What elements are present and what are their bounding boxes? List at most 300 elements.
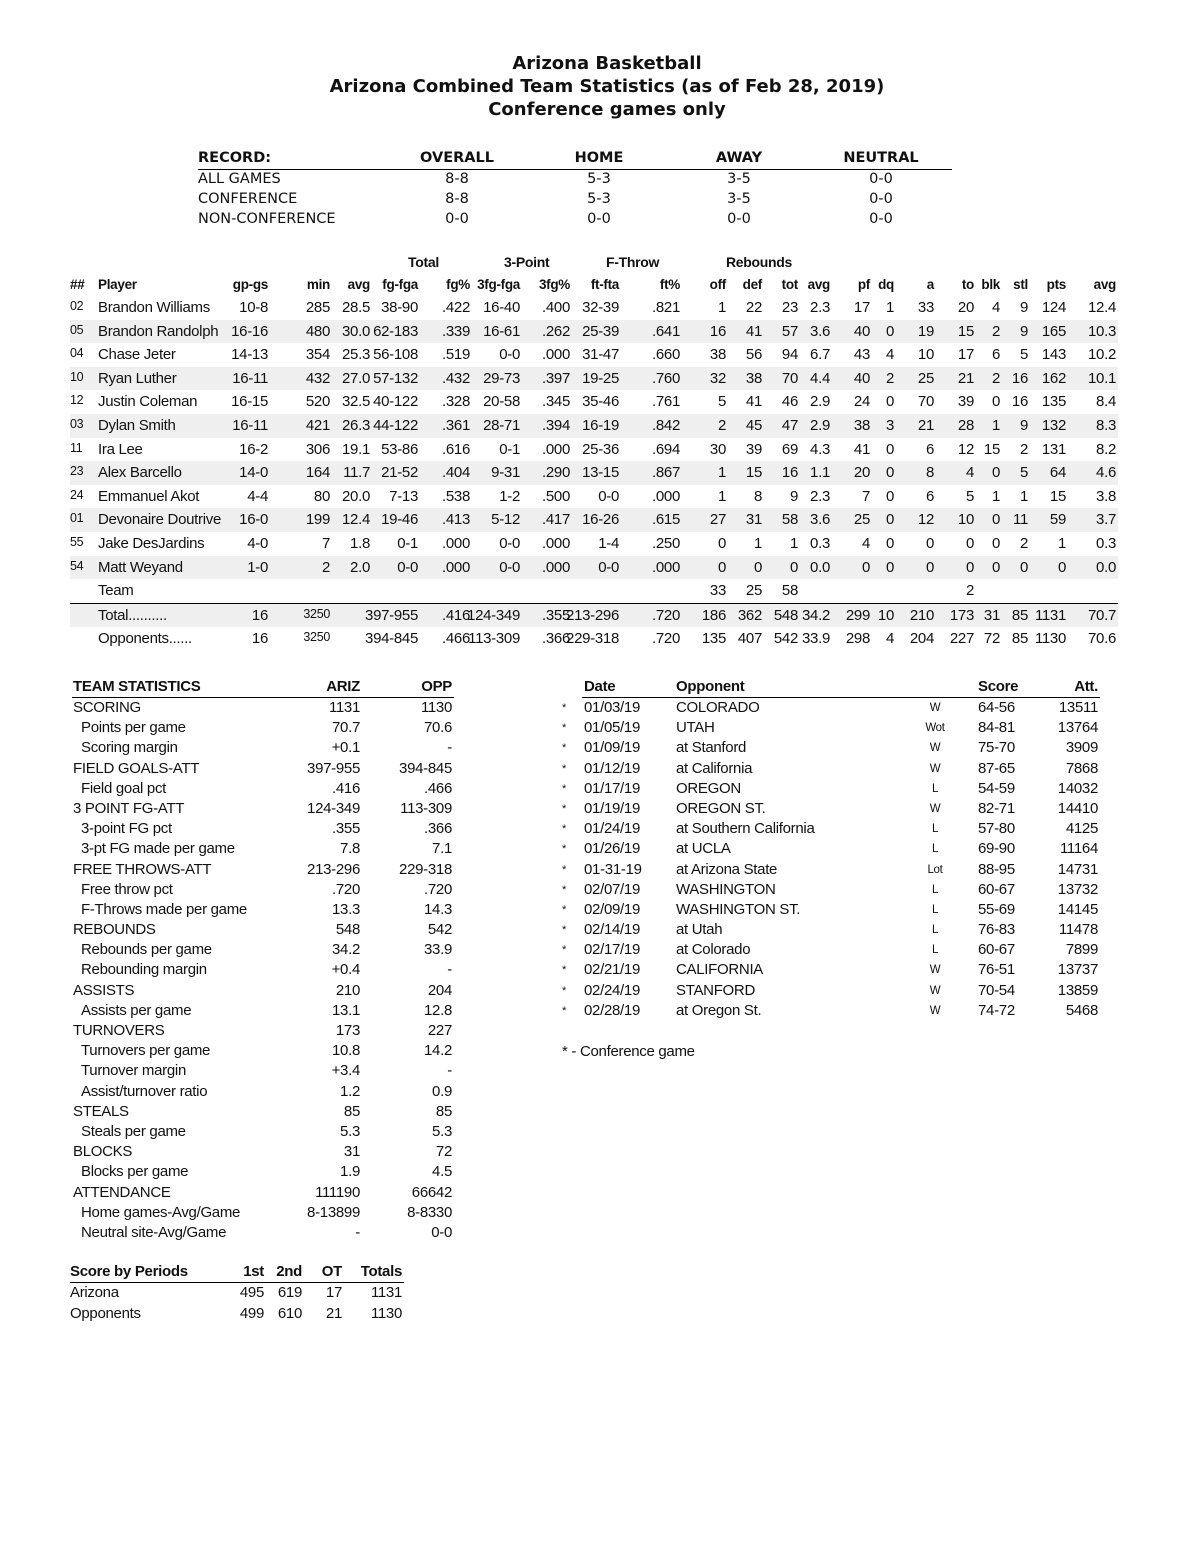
conference-marker: * (562, 802, 566, 815)
player-name: Ira Lee (98, 440, 143, 458)
player-row (70, 532, 1118, 556)
player-stat-cell: 480 (305, 322, 330, 340)
game-result: W (929, 742, 941, 755)
game-score: 64-56 (978, 699, 1015, 716)
player-stat-cell: 0 (925, 558, 934, 576)
player-column-header: a (926, 277, 934, 292)
game-opponent: OREGON (676, 779, 741, 797)
schedule-row (562, 940, 1100, 960)
player-stat-cell: .500 (542, 487, 570, 505)
player-row (70, 438, 1118, 462)
team-stat-ariz: 70.7 (332, 719, 360, 737)
player-stat-cell: .328 (442, 393, 470, 411)
team-stat-ariz: .416 (332, 779, 360, 797)
player-stat-cell: 47 (781, 416, 798, 434)
player-stat-cell: .519 (442, 346, 470, 364)
conference-marker: * (562, 883, 566, 896)
player-stat-cell: 40 (853, 322, 870, 340)
conference-marker: * (562, 823, 566, 836)
game-result: L (931, 903, 939, 916)
player-stat-cell: 4 (965, 464, 974, 482)
player-stat-cell: 11.7 (343, 464, 370, 482)
player-stat-cell: 0 (885, 534, 894, 552)
player-stat-cell: .538 (442, 487, 470, 505)
player-stat-cell: 19 (917, 322, 934, 340)
player-stat-cell: .422 (442, 299, 470, 316)
team-stat-opp: 5.3 (432, 1122, 452, 1140)
game-score: 84-81 (978, 719, 1015, 737)
player-stat-cell: 520 (305, 393, 330, 411)
player-stat-cell: 16-0 (239, 511, 268, 529)
team-stat-ariz: 34.2 (332, 941, 360, 959)
periods-row (70, 1304, 404, 1325)
player-stat-cell: 28 (957, 416, 974, 434)
game-attendance: 13737 (1057, 961, 1098, 979)
player-stat-cell: 0.3 (1096, 534, 1116, 552)
record-cell: 3-5 (727, 191, 751, 207)
report-title (0, 52, 1200, 121)
team-stat-opp: 394-845 (399, 759, 452, 777)
player-stat-cell: 2 (991, 322, 1000, 340)
game-opponent: at California (676, 759, 753, 777)
player-stat-cell: 1 (991, 487, 1000, 505)
player-stat-cell: 19-25 (582, 369, 619, 387)
player-stat-cell: 10 (957, 511, 974, 529)
game-date: 01/19/19 (584, 799, 640, 817)
player-stat-cell: 16 (251, 630, 268, 648)
player-stat-cell: 0-1 (397, 534, 418, 552)
team-stat-label: Blocks per game (81, 1163, 189, 1181)
player-stat-cell: 10.3 (1088, 322, 1116, 340)
team-stat-opp: 14.2 (424, 1042, 452, 1060)
player-stat-cell: 58 (781, 582, 798, 600)
player-stat-cell: 20-58 (483, 393, 520, 411)
player-stat-cell: 38 (853, 416, 870, 434)
player-stat-cell: 1131 (1034, 606, 1066, 624)
player-name: Devonaire Doutrive (98, 511, 221, 529)
game-score: 60-67 (978, 941, 1015, 959)
player-stat-cell: 2 (717, 416, 726, 434)
player-stat-cell: 24 (70, 487, 84, 502)
team-stat-label: Steals per game (81, 1122, 186, 1140)
player-stat-cell: 432 (305, 369, 330, 387)
player-stat-cell: 25 (853, 511, 870, 529)
team-stats-ariz-header: ARIZ (326, 678, 360, 695)
player-stat-cell: 1 (717, 299, 726, 316)
player-stat-cell: 55 (70, 534, 84, 549)
conference-marker: * (562, 782, 566, 795)
player-stat-cell: 21 (957, 369, 974, 387)
player-stat-cell: 2 (965, 582, 974, 600)
record-cell: 0-0 (869, 191, 893, 207)
player-stat-cell: 0 (885, 393, 894, 411)
game-date: 01/03/19 (584, 699, 640, 716)
player-column-header: ft% (659, 277, 680, 292)
record-header-cell: RECORD: (198, 150, 272, 166)
schedule-row (562, 698, 1100, 718)
player-stat-cell: 5 (1019, 464, 1028, 482)
player-stat-cell: 421 (305, 416, 330, 434)
record-table (198, 150, 952, 231)
player-stats-table (70, 252, 1118, 651)
player-stat-cell: 33 (917, 299, 934, 316)
player-header-row (70, 274, 1118, 296)
player-stat-cell: 0 (965, 558, 974, 576)
player-row (70, 627, 1118, 651)
schedule-row (562, 960, 1100, 980)
player-stat-cell: 210 (909, 606, 934, 624)
player-stat-cell: 70 (917, 393, 934, 411)
team-stat-row (72, 900, 454, 920)
conference-marker: * (562, 1004, 566, 1017)
title-line-2: Arizona Combined Team Statistics (as of Feb 28, 2019) (329, 76, 885, 97)
player-column-header: avg (347, 277, 370, 292)
player-row (70, 414, 1118, 438)
game-attendance: 14032 (1057, 779, 1098, 797)
player-stat-cell: 1 (789, 534, 798, 552)
player-stat-cell: 132 (1041, 416, 1066, 434)
schedule-row (562, 759, 1100, 779)
game-date: 01/24/19 (584, 820, 640, 838)
player-stat-cell: 135 (701, 630, 726, 648)
player-stat-cell: 407 (737, 630, 762, 648)
player-stat-cell: 394-845 (365, 630, 418, 648)
record-cell: NON-CONFERENCE (198, 211, 336, 227)
player-stat-cell: 04 (70, 346, 84, 361)
team-stat-ariz: 31 (343, 1143, 360, 1161)
game-opponent: OREGON ST. (676, 799, 766, 817)
team-stat-opp: .466 (424, 779, 452, 797)
team-stat-label: ATTENDANCE (73, 1183, 171, 1201)
team-stat-row (72, 799, 454, 819)
team-stat-label: 3-point FG pct (81, 820, 172, 838)
team-stat-row (72, 1203, 454, 1223)
player-stat-cell: 124 (1041, 299, 1066, 316)
periods-cell: 17 (325, 1284, 342, 1301)
player-stat-cell: 1 (885, 299, 894, 316)
player-stat-cell: 299 (845, 606, 870, 624)
title-line-3: Conference games only (488, 99, 726, 120)
team-stat-row (72, 1061, 454, 1081)
team-stat-opp: 113-309 (400, 799, 452, 817)
player-name: Ryan Luther (98, 369, 177, 387)
game-date: 02/07/19 (584, 880, 640, 898)
player-stat-cell: .760 (652, 369, 680, 387)
team-stat-opp: 85 (435, 1102, 452, 1120)
game-attendance: 14145 (1057, 900, 1098, 918)
team-stats-title: TEAM STATISTICS (73, 678, 201, 695)
game-score: 70-54 (978, 981, 1015, 999)
player-stat-cell: 12 (70, 393, 84, 408)
player-stat-cell: 0 (991, 393, 1000, 411)
record-header-cell: NEUTRAL (843, 150, 919, 166)
player-stat-cell: 397-955 (365, 606, 418, 624)
team-stat-ariz: 5.3 (340, 1122, 360, 1140)
conference-marker: * (562, 742, 566, 755)
team-statistics (72, 677, 454, 1243)
player-stat-cell: 8.3 (1096, 416, 1116, 434)
schedule-row (562, 900, 1100, 920)
player-stat-cell: 17 (957, 346, 974, 364)
player-stat-cell: 0 (885, 487, 894, 505)
player-column-header: def (742, 277, 762, 292)
player-stat-cell: .416 (442, 606, 470, 624)
player-column-header: tot (781, 277, 798, 292)
player-stat-cell: 0.0 (810, 558, 830, 576)
player-stat-cell: 38-90 (381, 299, 418, 316)
player-stat-cell: 186 (701, 606, 726, 624)
team-stat-label: ASSISTS (73, 981, 135, 999)
player-stat-cell: 6.7 (810, 346, 830, 364)
conference-marker: * (562, 843, 566, 856)
player-stat-cell: 46 (781, 393, 798, 411)
player-stat-cell: 72 (983, 630, 1000, 648)
team-stat-ariz: +0.1 (331, 739, 360, 757)
record-row (198, 211, 952, 231)
group-rebounds-label: Rebounds (726, 254, 793, 270)
player-stat-cell: 0 (885, 511, 894, 529)
player-stat-cell: 0.3 (810, 534, 830, 552)
player-stat-cell: 23 (781, 299, 798, 316)
game-score: 87-65 (978, 759, 1015, 777)
player-stat-cell: 1-2 (499, 487, 520, 505)
team-stat-ariz: 213-296 (307, 860, 360, 878)
team-stat-opp: 70.6 (424, 719, 452, 737)
player-stat-cell: 0 (1019, 558, 1028, 576)
player-stat-cell: 16-61 (483, 322, 520, 340)
player-stat-cell: 0-0 (598, 558, 619, 576)
player-stat-cell: 4 (991, 299, 1000, 316)
player-stat-cell: 298 (845, 630, 870, 648)
player-stat-cell: 10.1 (1088, 369, 1116, 387)
schedule-row (562, 981, 1100, 1001)
player-stat-cell: 20 (957, 299, 974, 316)
team-stat-ariz: 1.9 (340, 1163, 360, 1181)
game-score: 76-83 (978, 921, 1015, 939)
game-score: 76-51 (978, 961, 1015, 979)
team-stat-ariz: 13.3 (332, 900, 360, 918)
team-stat-ariz: 1.2 (340, 1082, 360, 1100)
game-attendance: 5468 (1065, 1001, 1098, 1019)
player-stat-cell: 57 (781, 322, 798, 340)
player-stat-cell: 354 (305, 346, 330, 364)
player-stat-cell: .345 (542, 393, 570, 411)
team-stat-row (72, 1223, 454, 1243)
player-stat-cell: 2.3 (810, 299, 830, 316)
team-stat-opp: 1130 (420, 699, 452, 716)
player-stat-cell: 33.9 (802, 630, 830, 648)
player-stat-cell: .000 (542, 440, 570, 458)
player-stat-cell: 5 (1019, 346, 1028, 364)
player-stat-cell: 6 (925, 440, 934, 458)
player-name: Emmanuel Akot (98, 487, 200, 505)
player-stat-cell: 19.1 (342, 440, 370, 458)
player-stat-cell: 85 (1011, 630, 1028, 648)
player-stat-cell: 2 (321, 558, 330, 576)
game-date: 02/17/19 (584, 941, 640, 959)
player-stat-cell: 6 (991, 346, 1000, 364)
player-stat-cell: 70.6 (1088, 630, 1116, 648)
player-stat-cell: 1.8 (350, 534, 370, 552)
team-stat-ariz: 124-349 (307, 799, 360, 817)
schedule-rows (562, 698, 1100, 1021)
team-stat-row (72, 940, 454, 960)
player-stat-cell: 0-0 (598, 487, 619, 505)
player-stat-cell: 4.4 (810, 369, 830, 387)
game-attendance: 14731 (1057, 860, 1098, 878)
schedule-row (562, 718, 1100, 738)
player-stat-cell: 9 (789, 487, 798, 505)
game-opponent: at Stanford (676, 739, 747, 757)
player-column-header: stl (1013, 277, 1028, 292)
player-stat-cell: 0-0 (397, 558, 418, 576)
conference-marker: * (562, 762, 566, 775)
team-stat-opp: 66642 (411, 1183, 452, 1201)
player-stat-cell: 131 (1041, 440, 1066, 458)
player-stat-cell: 1-4 (598, 534, 619, 552)
team-stat-ariz: 10.8 (332, 1042, 360, 1060)
periods-cell: 495 (239, 1284, 264, 1301)
player-stat-cell: 3.6 (810, 511, 830, 529)
team-stat-opp: 227 (427, 1022, 452, 1039)
schedule-row (562, 860, 1100, 880)
team-stat-label: Assist/turnover ratio (81, 1082, 208, 1100)
player-stat-cell: .413 (442, 511, 470, 529)
player-stat-cell: 15 (957, 322, 974, 340)
player-stat-cell: .000 (442, 534, 470, 552)
game-date: 02/09/19 (584, 900, 640, 918)
schedule-row (562, 1001, 1100, 1021)
record-cell: 0-0 (445, 211, 469, 227)
team-stat-row (72, 880, 454, 900)
player-stat-cell: .720 (652, 630, 680, 648)
periods-header-cell: 1st (243, 1263, 264, 1280)
player-stat-cell: 10.2 (1088, 346, 1116, 364)
schedule-opponent-header: Opponent (676, 678, 745, 695)
team-stat-label: Points per game (81, 719, 186, 737)
game-date: 01/17/19 (584, 779, 640, 797)
player-stat-cell: 19-46 (381, 511, 418, 529)
player-stat-cell: .466 (442, 630, 470, 648)
player-stat-cell: 16 (1011, 369, 1028, 387)
player-stat-cell: 26.3 (342, 416, 370, 434)
record-header-cell: HOME (574, 150, 624, 166)
game-score: 75-70 (978, 739, 1015, 757)
player-stat-cell: 165 (1041, 322, 1066, 340)
player-stat-cell: 10 (917, 346, 934, 364)
player-stat-cell: 113-309 (468, 630, 520, 648)
player-column-header: fg-fga (382, 277, 418, 292)
player-stat-cell: 40-122 (373, 393, 418, 411)
conference-marker: * (562, 984, 566, 997)
team-stat-label: Turnovers per game (81, 1042, 211, 1060)
team-stat-label: STEALS (73, 1102, 129, 1120)
periods-cell: Arizona (70, 1284, 119, 1301)
player-stat-cell: 4 (885, 630, 894, 648)
periods-cell: 619 (277, 1284, 302, 1301)
player-stat-cell: 9 (1019, 416, 1028, 434)
player-stat-cell: 0 (1057, 558, 1066, 576)
conference-marker: * (562, 964, 566, 977)
player-column-header: to (961, 277, 974, 292)
player-name: Jake DesJardins (98, 534, 205, 552)
player-row (70, 508, 1118, 532)
record-cell: ALL GAMES (198, 171, 281, 187)
player-stat-cell: 39 (957, 393, 974, 411)
player-stat-cell: 5-12 (491, 511, 520, 529)
player-stat-cell: 2 (885, 369, 894, 387)
player-stat-cell: 14-0 (239, 464, 268, 482)
player-stat-cell: .000 (442, 558, 470, 576)
player-stat-cell: 23 (70, 464, 84, 479)
game-attendance: 7868 (1065, 759, 1098, 777)
record-header-cell: AWAY (715, 150, 763, 166)
schedule-row (562, 819, 1100, 839)
periods-cell: 21 (325, 1304, 342, 1322)
game-score: 57-80 (978, 820, 1015, 838)
player-row (70, 556, 1118, 580)
player-stat-cell: 16 (251, 606, 268, 624)
player-stat-cell: .000 (652, 487, 680, 505)
player-stat-cell: 30.0 (342, 322, 370, 340)
team-stat-label: FREE THROWS-ATT (73, 860, 212, 878)
player-stat-cell: 34.2 (802, 606, 830, 624)
player-stat-cell: 0-0 (499, 558, 520, 576)
player-stat-cell: 3.6 (810, 322, 830, 340)
player-stat-cell: 4 (885, 346, 894, 364)
periods-cell: 499 (239, 1304, 264, 1322)
team-stat-ariz: - (355, 1223, 360, 1241)
player-name: Total.......... (98, 606, 167, 624)
periods-header-cell: Totals (360, 1263, 402, 1280)
team-stat-ariz: 1131 (328, 699, 360, 716)
team-stat-ariz: 111190 (315, 1183, 360, 1201)
game-result: W (929, 802, 941, 815)
team-stat-row (72, 1142, 454, 1162)
player-name: Team (98, 582, 134, 600)
player-stat-cell: .394 (542, 416, 570, 434)
player-stat-cell: .000 (542, 558, 570, 576)
conference-marker: * (562, 702, 566, 714)
player-stat-cell: 16-40 (483, 299, 520, 316)
player-stat-cell: .720 (652, 606, 680, 624)
player-stat-cell: 12 (917, 511, 934, 529)
player-name: Brandon Williams (98, 299, 210, 316)
conference-footnote: * - Conference game (562, 1043, 695, 1060)
team-stat-ariz: 210 (335, 981, 360, 999)
player-stat-cell: 1 (717, 464, 726, 482)
player-stat-cell: 28-71 (483, 416, 520, 434)
player-stat-cell: 2.9 (810, 393, 830, 411)
player-stat-cell: 1-0 (247, 558, 268, 576)
player-stat-cell: 20 (853, 464, 870, 482)
player-stat-cell: 3.7 (1096, 511, 1116, 529)
player-stat-cell: 0-1 (499, 440, 520, 458)
player-stat-cell: 62-183 (373, 322, 418, 340)
periods-header (70, 1262, 404, 1283)
player-stat-cell: 16-19 (582, 416, 619, 434)
player-stat-cell: 229-318 (566, 630, 619, 648)
player-stat-cell: 0 (991, 558, 1000, 576)
team-stat-row (72, 1102, 454, 1122)
game-result: L (931, 823, 939, 836)
player-stat-cell: 16-11 (232, 369, 268, 387)
player-stat-cell: 32 (709, 369, 726, 387)
player-stat-cell: 57-132 (373, 369, 418, 387)
player-stat-cell: .641 (652, 322, 680, 340)
player-stat-cell: 44-122 (373, 416, 418, 434)
team-stat-row (72, 920, 454, 940)
